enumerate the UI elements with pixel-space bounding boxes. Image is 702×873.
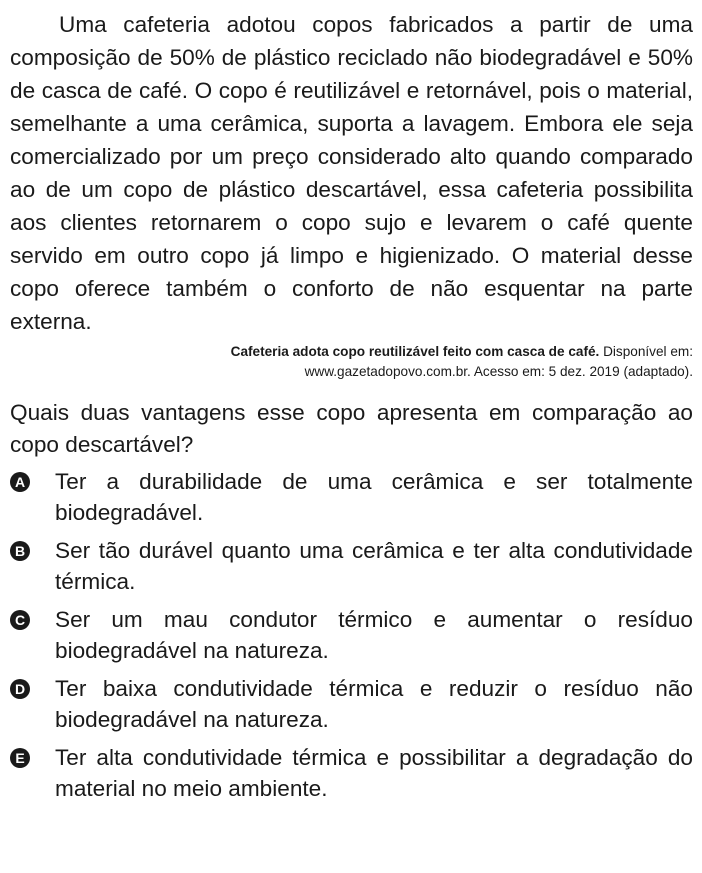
source-url-access: www.gazetadopovo.com.br. Acesso em: 5 dez. 2019 (adaptado). [304,364,693,379]
option-e-letter-badge: E [10,748,30,768]
option-a-letter-badge: A [10,472,30,492]
option-d[interactable] [10,673,693,735]
option-d-text: Ter baixa condutividade térmica e reduzir o resíduo não biodegradável na natureza. [55,676,693,732]
exam-question [10,8,693,811]
option-a-text: Ter a durabilidade de uma cerâmica e ser totalmente biodegradável. [55,469,693,525]
option-d-letter-badge: D [10,679,30,699]
source-citation [10,342,693,382]
option-e[interactable] [10,742,693,804]
option-b-text: Ser tão durável quanto uma cerâmica e ter alta condutividade térmica. [55,538,693,594]
option-c-text: Ser um mau condutor térmico e aumentar o resíduo biodegradável na natureza. [55,607,693,663]
answer-options [10,466,693,804]
option-c-letter-badge: C [10,610,30,630]
option-b[interactable] [10,535,693,597]
question-text: Quais duas vantagens esse copo apresenta em comparação ao copo descartável? [10,400,693,457]
option-e-text: Ter alta condutividade térmica e possibilitar a degradação do material no meio ambiente. [55,745,693,801]
source-available: Disponível em: [603,344,693,359]
passage-text: Uma cafeteria adotou copos fabricados a partir de uma composição de 50% de plástico reciclado não biodegradável e 50% de casca de café. O copo é reutilizável e retornável, pois o material, semelhante a uma cerâmica, suporta a lavagem. Embora ele seja comercializado por um preço considerado alto quando comparado ao de um copo de plástico descartável, essa cafeteria possibilita aos clientes retornarem o copo sujo e levarem o café quente servido em outro copo já limpo e higienizado. O material desse copo oferece também o conforto de não esquentar na parte externa. [10,12,693,334]
source-title: Cafeteria adota copo reutilizável feito com casca de café. [230,344,600,359]
option-c[interactable] [10,604,693,666]
option-b-letter-badge: B [10,541,30,561]
option-a[interactable] [10,466,693,528]
